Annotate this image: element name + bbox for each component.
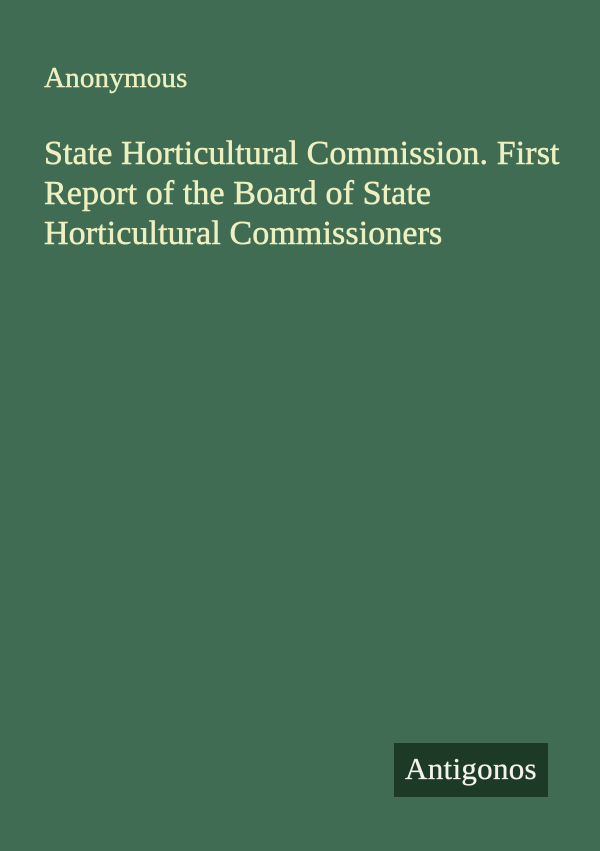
publisher-name: Antigonos [405, 751, 537, 786]
publisher-badge [394, 743, 548, 797]
book-title-line-3: Horticultural Commissioners [44, 215, 443, 252]
author-name: Anonymous [44, 62, 188, 94]
book-title-line-1: State Horticultural Commission. First [44, 135, 560, 172]
book-title [44, 134, 584, 254]
book-title-line-2: Report of the Board of State [44, 175, 432, 212]
